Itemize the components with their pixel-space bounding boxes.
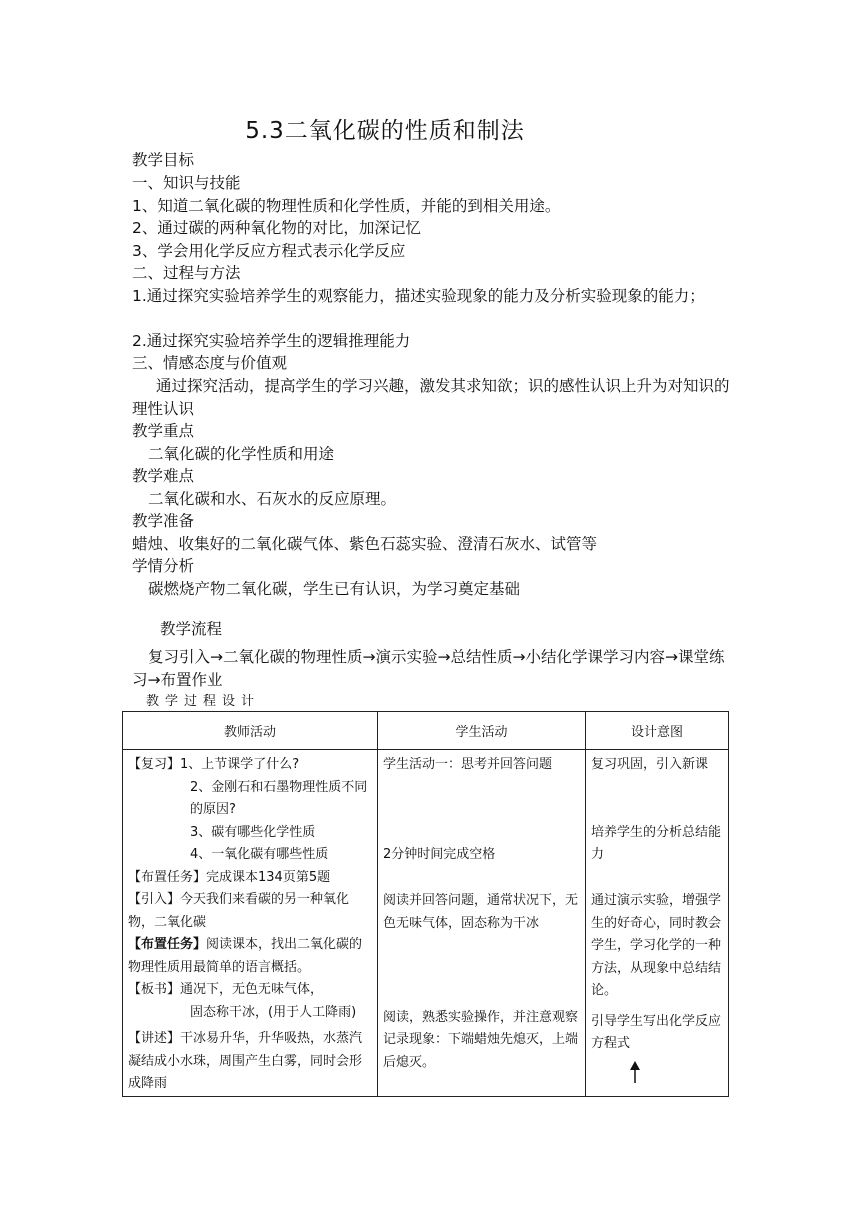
task2-tag: 【布置任务】	[128, 937, 207, 952]
analysis-heading: 学情分析	[132, 557, 195, 575]
preparation-text: 蜡烛、收集好的二氧化碳气体、紫色石蕊实验、澄清石灰水、试管等	[132, 535, 598, 553]
intent-4: 引导学生写出化学反应方程式	[591, 1013, 722, 1051]
key-point-text: 二氧化碳的化学性质和用途	[148, 445, 335, 463]
table-row-main	[123, 750, 729, 1097]
lecture-tag: 【讲述】	[128, 1031, 181, 1046]
knowledge-item-1: 1、知道二氧化碳的物理性质和化学性质，并能的到相关用途。	[132, 197, 561, 215]
review-question-2: 2、金刚石和石墨物理性质不同的原因?	[190, 779, 368, 817]
knowledge-heading: 一、知识与技能	[132, 174, 241, 192]
intro-text: 今天我们来看碳的另一种氧化物，二氧化碳	[128, 892, 350, 930]
review-question-4: 4、一氧化碳有哪些性质	[190, 847, 329, 862]
student-activity-3: 阅读并回答问题，通常状况下，无色无味气体，固态称为干冰	[383, 893, 579, 931]
objectives-heading: 教学目标	[132, 151, 195, 169]
header-student-activity: 学生活动	[378, 712, 586, 750]
board-text-2: 固态称干冰，(用于人工降雨)	[190, 1004, 357, 1020]
up-arrow-icon	[629, 1061, 641, 1083]
task1-text: 完成课本134页第5题	[206, 869, 331, 885]
lesson-process-table	[122, 711, 729, 1097]
process-item-1: 1.通过探究实验培养学生的观察能力，描述实验现象的能力及分析实验现象的能力；	[132, 287, 705, 305]
teacher-activity-cell	[123, 750, 378, 1097]
process-item-2: 2.通过探究实验培养学生的逻辑推理能力	[132, 332, 411, 350]
student-activity-2: 2分钟时间完成空格	[383, 847, 496, 862]
student-activity-cell	[378, 750, 586, 1097]
table-caption: 教学过程设计	[146, 694, 261, 709]
review-question-1: 1、上节课学了什么?	[180, 757, 300, 772]
board-tag: 【板书】	[128, 982, 181, 997]
review-tag: 【复习】	[128, 757, 181, 772]
task1-tag: 【布置任务】	[128, 869, 207, 885]
header-teacher-activity: 教师活动	[123, 712, 378, 750]
design-intent-cell	[586, 750, 729, 1097]
intent-2: 培养学生的分析总结能力	[591, 824, 722, 862]
emotion-heading: 三、情感态度与价值观	[132, 354, 288, 372]
difficulty-text: 二氧化碳和水、石灰水的反应原理。	[148, 490, 397, 508]
process-heading: 二、过程与方法	[132, 264, 241, 282]
intent-1: 复习巩固，引入新课	[591, 757, 709, 772]
review-question-3: 3、碳有哪些化学性质	[190, 824, 316, 840]
intro-tag: 【引入】	[128, 892, 181, 907]
task2-text: 阅读课本，找出二氧化碳的物理性质用最简单的语言概括。	[128, 937, 363, 975]
student-activity-1: 学生活动一：思考并回答问题	[383, 757, 553, 772]
intent-3: 通过演示实验，增强学生的好奇心，同时教会学生，学习化学的一种方法，从现象中总结结论。	[591, 893, 722, 998]
emotion-text: 通过探究活动，提高学生的学习兴趣，激发其求知欲；识的感性认识上升为对知识的理性认识	[132, 377, 730, 418]
preparation-heading: 教学准备	[132, 512, 195, 530]
knowledge-item-2: 2、通过碳的两种氧化物的对比，加深记忆	[132, 219, 421, 237]
analysis-text: 碳燃烧产物二氧化碳，学生已有认识，为学习奠定基础	[148, 580, 521, 598]
student-activity-4: 阅读，熟悉实验操作，并注意观察记录现象：下端蜡烛先熄灭，上端后熄灭。	[383, 1009, 579, 1070]
flow-heading: 教学流程	[160, 620, 223, 638]
knowledge-item-3: 3、学会用化学反应方程式表示化学反应	[132, 242, 406, 260]
key-point-heading: 教学重点	[132, 422, 195, 440]
header-design-intent: 设计意图	[586, 712, 729, 750]
difficulty-heading: 教学难点	[132, 467, 195, 485]
lecture-text: 干冰易升华，升华吸热，水蒸汽凝结成小水珠，周围产生白雾，同时会形成降雨	[128, 1031, 363, 1091]
document-title: 5.3二氧化碳的性质和制法	[245, 118, 525, 144]
flow-text: 复习引入→二氧化碳的物理性质→演示实验→总结性质→小结化学课学习内容→课堂练习→布置作业	[132, 648, 725, 689]
table-header-row	[123, 712, 729, 750]
board-text-1: 通况下，无色无味气体，	[180, 982, 324, 997]
